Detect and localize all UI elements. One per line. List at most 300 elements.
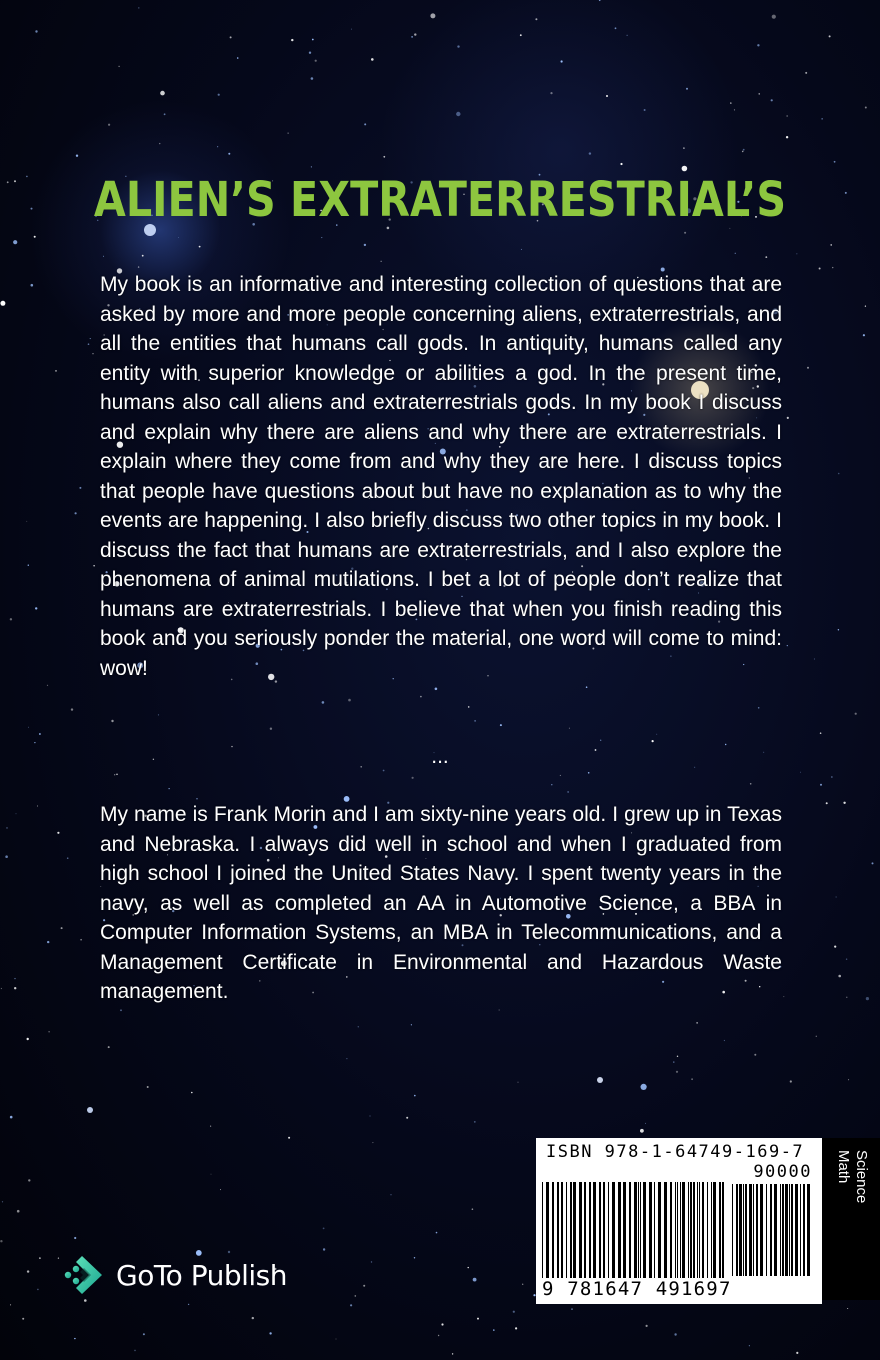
star — [158, 714, 159, 715]
star — [473, 1278, 477, 1282]
star — [169, 788, 170, 789]
star — [620, 163, 622, 165]
barcode-bar — [774, 1184, 777, 1276]
star — [28, 1179, 30, 1181]
star — [684, 232, 686, 234]
star — [822, 118, 823, 119]
star — [143, 1333, 145, 1335]
star — [346, 1058, 347, 1059]
star — [414, 1257, 415, 1258]
barcode-bar — [739, 1184, 742, 1276]
star — [742, 151, 744, 153]
star — [468, 1267, 469, 1268]
ean-digits: 9 781647 491697 — [542, 1278, 732, 1300]
star — [34, 742, 35, 743]
barcode-bar — [557, 1182, 559, 1278]
star — [406, 1117, 408, 1119]
barcode-bar — [713, 1182, 716, 1278]
star — [291, 39, 293, 41]
barcode-bar — [807, 1184, 810, 1276]
star — [838, 975, 841, 978]
bright-star — [597, 1077, 603, 1083]
barcode-bar — [702, 1182, 704, 1278]
barcode-bar — [629, 1182, 631, 1278]
star — [7, 181, 9, 183]
star — [10, 618, 12, 620]
star — [10, 1304, 11, 1305]
barcode-bar — [618, 1182, 621, 1278]
star — [759, 93, 760, 94]
star — [315, 60, 317, 62]
star — [800, 772, 801, 773]
star — [765, 256, 767, 258]
star — [22, 1318, 24, 1320]
star — [363, 1285, 365, 1287]
star — [787, 116, 788, 117]
star — [237, 57, 239, 59]
star — [16, 813, 17, 814]
star — [787, 417, 789, 419]
star — [826, 802, 828, 804]
star — [138, 266, 139, 267]
star — [88, 343, 90, 345]
star — [735, 253, 736, 254]
star — [58, 1258, 59, 1259]
barcode-bar — [573, 1182, 576, 1278]
star — [0, 1240, 2, 1242]
star — [322, 701, 325, 704]
star — [645, 1123, 646, 1124]
barcode-bar — [623, 1182, 626, 1278]
star — [26, 176, 28, 178]
star — [796, 1352, 798, 1354]
star — [814, 659, 815, 660]
star — [159, 143, 160, 144]
star — [411, 36, 413, 38]
category-label-strip — [822, 1138, 880, 1300]
star — [750, 783, 752, 785]
barcode-bar — [593, 1182, 596, 1278]
star — [364, 244, 366, 246]
barcode-bar — [766, 1184, 767, 1276]
star — [834, 161, 836, 163]
star — [500, 724, 502, 726]
star — [48, 1031, 49, 1032]
star — [730, 228, 731, 229]
barcode-bar — [589, 1182, 591, 1278]
star — [210, 1126, 211, 1127]
barcode-bar — [795, 1184, 798, 1276]
star — [67, 857, 69, 859]
star — [477, 1318, 479, 1320]
star — [820, 732, 822, 734]
star — [323, 1228, 325, 1230]
barcode-bar — [749, 1184, 752, 1276]
star — [683, 147, 685, 149]
star — [230, 36, 232, 38]
isbn-label: ISBN 978-1-64749-169-7 — [546, 1142, 805, 1162]
star — [518, 1082, 519, 1083]
star — [160, 91, 165, 96]
barcode-bar — [770, 1184, 772, 1276]
star — [390, 1194, 391, 1195]
star — [10, 1116, 13, 1119]
barcode-bar — [711, 1182, 712, 1278]
star — [34, 236, 36, 238]
star — [522, 1284, 523, 1285]
barcode-bar — [634, 1182, 637, 1278]
barcode-bar — [803, 1184, 805, 1276]
star — [474, 720, 476, 722]
star — [61, 927, 63, 929]
star — [13, 240, 17, 244]
star — [351, 29, 352, 30]
barcode-bar — [638, 1182, 639, 1278]
barcode-bar — [654, 1182, 655, 1278]
star — [641, 1084, 647, 1090]
category-math: Math — [835, 1150, 852, 1184]
star — [411, 1024, 412, 1025]
star — [452, 1353, 453, 1354]
star — [724, 1040, 725, 1041]
star — [14, 180, 16, 182]
star — [843, 802, 845, 804]
star — [550, 92, 552, 94]
star — [120, 1009, 122, 1011]
star — [676, 1071, 678, 1073]
star — [355, 1295, 357, 1297]
barcode-bar — [658, 1182, 661, 1278]
star — [816, 1036, 817, 1037]
barcode-bar — [697, 1182, 698, 1278]
star — [79, 487, 81, 489]
barcode-bar — [561, 1182, 563, 1278]
star — [855, 713, 857, 715]
star — [456, 112, 460, 116]
star — [311, 77, 314, 80]
star — [430, 13, 435, 18]
star — [787, 645, 788, 646]
star — [27, 1270, 29, 1272]
star — [80, 939, 82, 941]
star — [28, 565, 29, 566]
ean-barcode-bars — [542, 1182, 726, 1278]
star — [47, 941, 49, 943]
star — [569, 728, 570, 729]
star — [364, 123, 366, 125]
star — [847, 1308, 848, 1309]
barcode-bar — [675, 1182, 676, 1278]
barcode-bar — [584, 1182, 586, 1278]
star — [474, 1121, 476, 1123]
star — [615, 27, 617, 29]
star — [412, 777, 414, 779]
star — [39, 733, 41, 735]
star — [758, 707, 760, 709]
star — [74, 1237, 76, 1239]
star — [350, 1304, 352, 1306]
star — [372, 1142, 373, 1143]
star — [493, 1329, 495, 1331]
star — [848, 1079, 849, 1080]
star — [217, 146, 218, 147]
author-bio: My name is Frank Morin and I am sixty-nine years old. I grew up in Texas and Nebraska. I always did well in school and when I graduated from high school I joined the United States Navy. I spent twenty years in the navy, as well as completed an AA in Automotive Science, a BBA in Computer Information Systems, an MBA in Telecommunications, and a Management Certificate in Environmental and Hazardous Waste management. — [100, 803, 782, 1003]
star — [0, 301, 5, 306]
barcode-bar — [546, 1182, 549, 1278]
star — [472, 1208, 474, 1210]
category-science: Science — [853, 1150, 870, 1204]
barcode-bar — [719, 1182, 721, 1278]
star — [321, 237, 322, 238]
barcode-bar — [800, 1184, 801, 1276]
star — [381, 261, 382, 262]
star — [845, 192, 847, 194]
star — [116, 774, 118, 776]
star — [2, 1201, 3, 1202]
price-barcode-bars — [732, 1184, 814, 1276]
star — [749, 1345, 750, 1346]
barcode-bar — [756, 1184, 758, 1276]
barcode-bar — [688, 1182, 689, 1278]
star — [6, 827, 8, 829]
star — [414, 33, 416, 35]
bright-star — [87, 1107, 93, 1113]
barcode-bar — [566, 1182, 567, 1278]
star — [834, 946, 836, 948]
star — [336, 1339, 337, 1340]
star — [673, 1061, 674, 1062]
star — [76, 155, 78, 157]
star — [35, 607, 37, 609]
star — [561, 60, 563, 62]
star — [211, 1174, 212, 1175]
star — [14, 978, 15, 979]
star — [567, 791, 568, 792]
star — [866, 997, 869, 1000]
star — [114, 774, 115, 775]
star — [1, 988, 2, 989]
star — [27, 1038, 29, 1040]
star — [790, 1080, 792, 1082]
barcode-bar — [743, 1184, 744, 1276]
star — [199, 246, 201, 248]
star — [414, 1095, 416, 1097]
star — [691, 1078, 693, 1080]
isbn-barcode — [536, 1138, 822, 1304]
star — [520, 34, 522, 36]
star — [515, 1327, 517, 1329]
star — [819, 268, 821, 270]
star — [682, 166, 688, 172]
star — [220, 1189, 221, 1190]
barcode-bar — [760, 1184, 763, 1276]
star — [535, 18, 537, 20]
star — [832, 267, 833, 268]
star — [588, 772, 590, 774]
barcode-bar — [680, 1182, 681, 1278]
star — [606, 95, 608, 97]
star — [288, 133, 289, 134]
barcode-bar — [603, 1182, 605, 1278]
star — [252, 1317, 254, 1319]
barcode-bar — [707, 1182, 708, 1278]
star — [863, 334, 865, 336]
star — [164, 113, 166, 115]
star — [35, 30, 37, 32]
star — [309, 52, 311, 54]
star — [436, 1232, 438, 1234]
star — [74, 1338, 75, 1339]
star — [499, 1010, 500, 1011]
star — [677, 1056, 678, 1057]
star — [134, 1350, 136, 1352]
barcode-bar — [785, 1184, 788, 1276]
barcode-bar — [677, 1182, 678, 1278]
star — [783, 996, 784, 997]
barcode-bar — [579, 1182, 582, 1278]
star — [772, 15, 776, 19]
star — [457, 45, 459, 47]
star — [513, 1311, 515, 1313]
barcode-bar — [608, 1182, 609, 1278]
star — [371, 1261, 372, 1262]
barcode-bar — [640, 1182, 641, 1278]
star — [383, 770, 385, 772]
star — [118, 66, 119, 67]
barcode-bar — [736, 1184, 738, 1276]
star — [674, 1333, 676, 1335]
star — [644, 109, 646, 111]
publisher-name: GoTo Publish — [116, 1258, 288, 1292]
star — [358, 1026, 359, 1027]
star — [142, 255, 144, 257]
star — [640, 1129, 644, 1133]
star — [599, 0, 601, 1]
star — [807, 367, 809, 369]
star — [369, 1115, 370, 1116]
star — [191, 1092, 193, 1094]
star — [836, 897, 837, 898]
star — [108, 1046, 110, 1048]
star — [420, 696, 422, 698]
star — [627, 35, 628, 36]
star — [435, 688, 438, 691]
star — [269, 1332, 271, 1334]
star — [228, 153, 230, 155]
star — [521, 249, 522, 250]
star — [37, 1289, 39, 1291]
barcode-bar — [791, 1184, 793, 1276]
barcode-bar — [542, 1182, 543, 1278]
star — [757, 44, 759, 46]
star — [371, 58, 374, 61]
price-code: 90000 — [753, 1162, 812, 1182]
star — [743, 149, 745, 151]
star — [600, 740, 601, 741]
barcode-bar — [789, 1184, 790, 1276]
star — [838, 473, 840, 475]
star — [39, 1257, 41, 1259]
star — [37, 806, 38, 807]
star — [805, 72, 807, 74]
star — [31, 284, 34, 287]
star — [865, 107, 867, 109]
book-description: My book is an informative and interesting collection of questions that are asked by more and more people concerning aliens, extraterrestrials, and all the entities that humans call gods. In antiquity, humans called any entity with superior knowledge or abilities a god. In the present time, humans also call aliens and extraterrestrials gods. In my book I discuss and explain why there are aliens and why there are extraterrestrials. I explain where they come from and why they are here. I discuss topics that people have questions about but have no explanation as to why the events are happening. I also briefly discuss two other topics in my book. I discuss the fact that humans are extraterrestrials, and I also explore the phenomena of animal mutilations. I bet a lot of people don’t realize that humans are extraterrestrials. I believe that when you finish reading this book and you seriously ponder the material, one word will come to mind: wow! — [100, 273, 782, 680]
star — [14, 987, 16, 989]
star — [734, 109, 735, 110]
star — [838, 629, 839, 630]
barcode-bar — [699, 1182, 700, 1278]
star — [696, 1022, 697, 1023]
star — [288, 1137, 290, 1139]
star — [71, 708, 73, 710]
barcode-bar — [682, 1182, 685, 1278]
goto-publish-arrow-logo-icon — [62, 1250, 108, 1300]
star — [312, 39, 314, 41]
star — [872, 862, 874, 864]
publisher-logo — [62, 1250, 287, 1300]
star — [93, 565, 94, 566]
star — [831, 776, 832, 777]
star — [730, 102, 732, 104]
star — [786, 136, 788, 138]
category-text — [834, 1150, 870, 1290]
barcode-bar — [570, 1182, 572, 1278]
section-separator: ... — [431, 745, 449, 768]
barcode-bar — [612, 1182, 615, 1278]
star — [47, 685, 48, 686]
star — [108, 124, 110, 126]
star — [656, 734, 657, 735]
barcode-bar — [670, 1182, 672, 1278]
star — [178, 237, 179, 238]
star — [218, 94, 220, 96]
star — [17, 1210, 20, 1213]
barcode-bar — [753, 1184, 754, 1276]
star — [820, 784, 822, 786]
star — [589, 152, 591, 154]
barcode-bar — [664, 1182, 667, 1278]
barcode-bar — [782, 1184, 784, 1276]
star — [560, 775, 561, 776]
star — [55, 370, 57, 372]
star — [586, 686, 588, 688]
star — [103, 256, 104, 257]
star — [441, 1323, 443, 1325]
star — [90, 338, 91, 339]
star — [5, 855, 8, 858]
star — [652, 740, 654, 742]
star — [797, 254, 798, 255]
star — [686, 88, 688, 90]
star — [754, 1054, 756, 1056]
star — [188, 1304, 189, 1305]
star — [270, 728, 272, 730]
star — [57, 832, 59, 834]
star — [830, 244, 832, 246]
star — [383, 156, 385, 158]
star — [551, 784, 552, 785]
barcode-bar — [745, 1184, 747, 1276]
star — [75, 512, 77, 514]
barcode-bar — [693, 1182, 695, 1278]
star — [138, 7, 139, 8]
star — [26, 521, 27, 522]
star — [846, 959, 847, 960]
star — [438, 1335, 439, 1336]
book-title: ALIEN’S EXTRATERRESTRIAL’S — [93, 172, 787, 228]
barcode-bar — [780, 1184, 781, 1276]
